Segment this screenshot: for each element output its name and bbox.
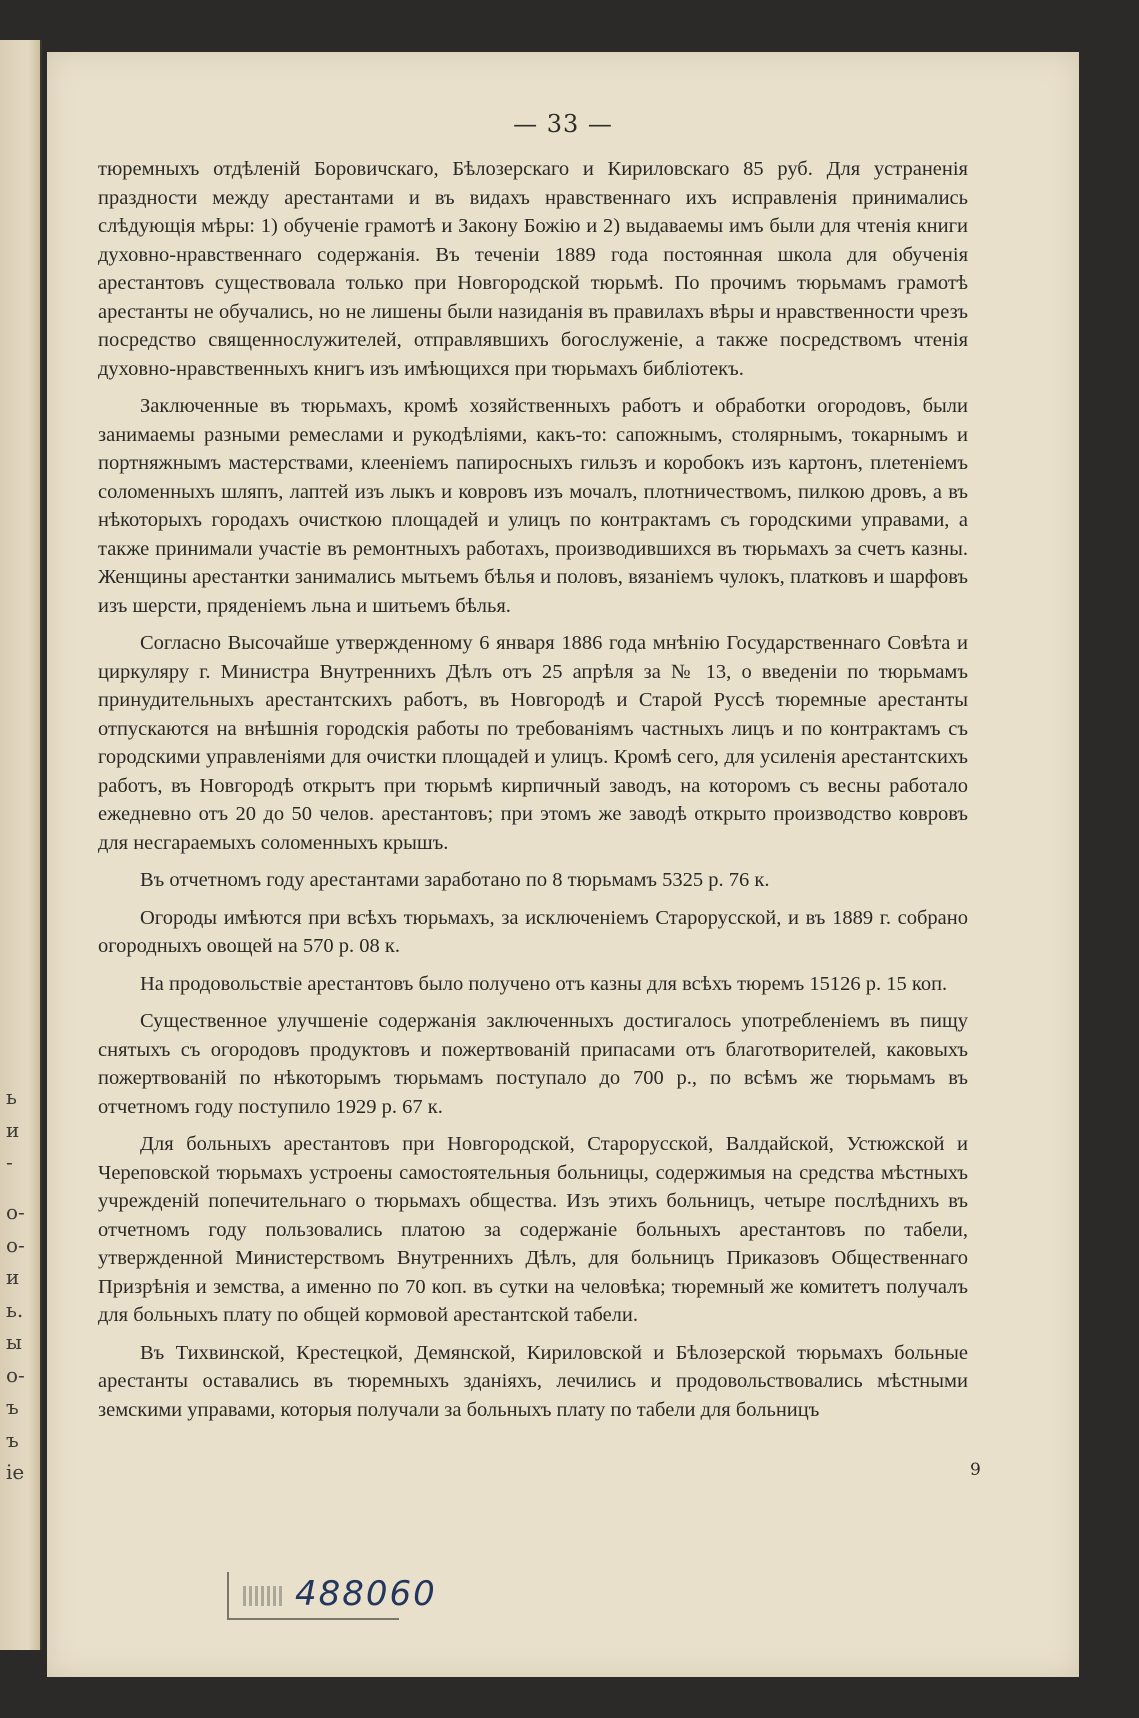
signature-mark: 9 bbox=[970, 1460, 981, 1480]
library-stamp bbox=[227, 1572, 437, 1620]
stamp-mark bbox=[243, 1586, 283, 1606]
paragraph: Заключенные въ тюрьмахъ, кромѣ хозяйственныхъ работъ и обработки огородовъ, были занимаемы разными ремеслами и рукодѣліями, какъ-то: сапожнымъ, столярнымъ, токарнымъ и портняжнымъ мастерствами, клееніемъ папиросныхъ гильзъ и коробокъ изъ картонъ, плетеніемъ соломенныхъ шляпъ, лаптей изъ лыкъ и ковровъ изъ мочалъ, плотничествомъ, пилкою дровъ, а въ нѣкоторыхъ городахъ очисткою площадей и улицъ по контрактамъ съ городскими управами, а также принимали участіе въ ремонтныхъ работахъ, производившихся въ тюрьмахъ за счетъ казны. Женщины арестантки занимались мытьемъ бѣлья и половъ, вязаніемъ чулокъ, платковъ и шарфовъ изъ шерсти, пряденіемъ льна и шитьемъ бѣлья. bbox=[98, 395, 968, 617]
edge-char: - bbox=[6, 1150, 13, 1174]
paragraph: тюремныхъ отдѣленій Боровичскаго, Бѣлозерскаго и Кириловскаго 85 руб. Для устраненія праздности между арестантами и въ видахъ нравственнаго ихъ исправленія принимались слѣдующія мѣры: 1) обученіе грамотѣ и Закону Божію и 2) выдаваемы имъ были для чтенія книги духовно-нравственнаго содержанія. Въ теченіи 1889 года постоянная школа для обученія арестантовъ существовала только при Новгородской тюрьмѣ. По прочимъ тюрьмамъ грамотѣ арестанты не обучались, но не лишены были назиданія въ правилахъ вѣры и нравственности чрезъ посредство священнослужителей, отправлявшихъ богослуженіе, а также посредствомъ чтенія духовно-нравственныхъ книгъ изъ имѣющихся при тюрьмахъ библіотекъ. bbox=[98, 158, 968, 380]
edge-char: ь. bbox=[6, 1298, 24, 1322]
paragraph: Въ отчетномъ году арестантами заработано по 8 тюрьмамъ 5325 р. 76 к. bbox=[140, 869, 770, 891]
paragraph: Въ Тихвинской, Крестецкой, Демянской, Кириловской и Бѣлозерской тюрьмахъ больные арестанты оставались въ тюремныхъ зданіяхъ, лечились и продовольствовались мѣстными земскими управами, которыя получали за больныхъ плату по табели для больницъ bbox=[98, 1341, 968, 1421]
paragraph: Огороды имѣются при всѣхъ тюрьмахъ, за исключеніемъ Старорусской, и въ 1889 г. собрано огородныхъ овощей на 570 р. 08 к. bbox=[98, 906, 968, 957]
edge-char: о- bbox=[6, 1233, 25, 1257]
edge-char: ы bbox=[6, 1330, 22, 1354]
edge-char: ь bbox=[6, 1085, 17, 1109]
document-page bbox=[47, 52, 1079, 1677]
paragraph: На продовольствіе арестантовъ было получено отъ казны для всѣхъ тюремъ 15126 р. 15 коп. bbox=[140, 972, 948, 995]
paragraph: Согласно Высочайше утвержденному 6 января 1886 года мнѣнію Государственнаго Совѣта и циркуляру г. Министра Внутреннихъ Дѣлъ отъ 25 апрѣля за № 13, о введеніи по тюрьмамъ принудительныхъ арестантскихъ работъ, въ Новгородѣ и Старой Руссѣ тюремные арестанты отпускаются на внѣшнія городскія работы по требованіямъ частныхъ лицъ и по контрактамъ съ городскими управленіями для очистки площадей и улицъ. Кромѣ сего, для усиленія арестантскихъ работъ, въ Новгородѣ открытъ при тюрьмѣ кирпичный заводъ, на которомъ съ весны работало ежедневно отъ 20 до 50 челов. арестантовъ; при этомъ же заводѣ открыто производство ковровъ для несгараемыхъ соломенныхъ крышъ. bbox=[98, 632, 968, 854]
page-number: — 33 — bbox=[513, 110, 613, 138]
edge-char: о- bbox=[6, 1200, 25, 1224]
edge-char: ъ bbox=[6, 1395, 19, 1419]
edge-char: іе bbox=[6, 1460, 25, 1484]
edge-char: ъ bbox=[6, 1428, 19, 1452]
edge-char: о- bbox=[6, 1363, 25, 1387]
body-text bbox=[98, 155, 968, 1433]
paragraph: Существенное улучшеніе содержанія заключенныхъ достигалось употребленіемъ въ пищу снятыхъ съ огородовъ продуктовъ и пожертвованій припасами отъ благотворителей, каковыхъ пожертвованій по нѣкоторымъ тюрьмамъ поступало до 700 р., по всѣмъ же тюрьмамъ въ отчетномъ году поступило 1929 р. 67 к. bbox=[98, 1010, 968, 1118]
inventory-number: 488060 bbox=[295, 1574, 437, 1614]
paragraph: Для больныхъ арестантовъ при Новгородской, Старорусской, Валдайской, Устюжской и Череповской тюрьмахъ устроены самостоятельныя больницы, содержимыя на средства мѣстныхъ учрежденій попечительнаго о тюрьмахъ общества. Изъ этихъ больницъ, четыре послѣднихъ въ отчетномъ году пользовались платою за содержаніе больныхъ арестантовъ по табели, утвержденной Министерствомъ Внутреннихъ Дѣлъ, для больницъ Приказовъ Общественнаго Призрѣнія и земства, а именно по 70 коп. въ сутки на человѣка; тюремный же комитетъ получалъ для больныхъ плату по общей кормовой арестантской табели. bbox=[98, 1133, 968, 1326]
left-page-edge bbox=[0, 40, 42, 1650]
edge-char: и bbox=[6, 1118, 20, 1142]
edge-char: и bbox=[6, 1265, 20, 1289]
